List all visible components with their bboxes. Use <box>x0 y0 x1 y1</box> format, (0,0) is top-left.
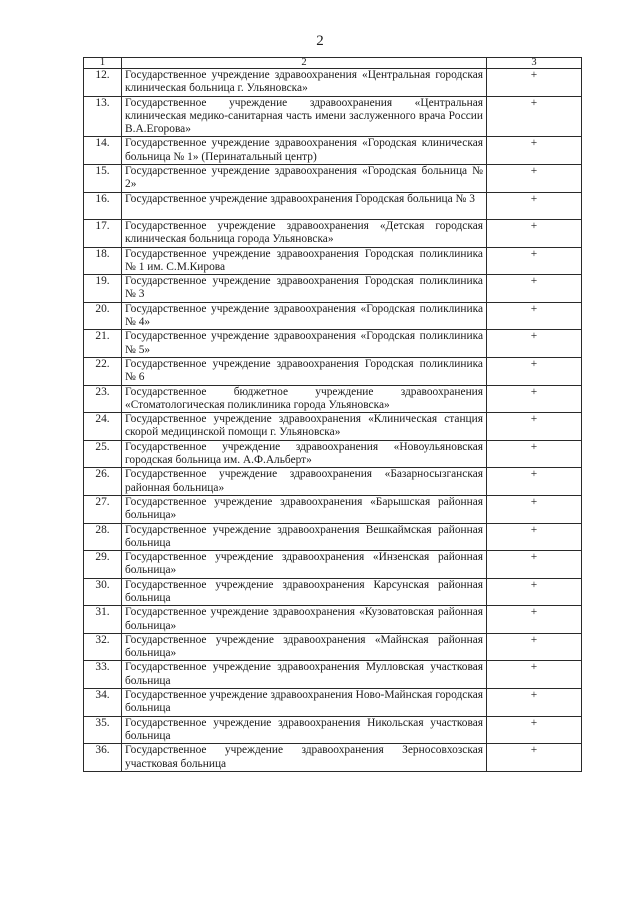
mark-cell: + <box>487 247 582 275</box>
institution-name-cell: Государственное учреждение здравоохранения Вешкаймская районная больница <box>122 523 487 551</box>
institution-name-cell: Государственное учреждение здравоохранения «Центральная клиническая медико-санитарная часть имени заслуженного врача России В.А.Егорова» <box>122 96 487 137</box>
row-number-cell: 14. <box>84 137 122 165</box>
table-row <box>84 96 582 137</box>
institution-name-cell: Государственное учреждение здравоохранения «Новоульяновская городская больница им. А.Ф.Альберт» <box>122 440 487 468</box>
mark-cell: + <box>487 551 582 579</box>
mark-cell: + <box>487 302 582 330</box>
mark-cell: + <box>487 69 582 97</box>
table-row <box>84 69 582 97</box>
table-row <box>84 661 582 689</box>
institution-name-cell: Государственное учреждение здравоохранения Ново-Майнская городская больница <box>122 689 487 717</box>
table-row <box>84 744 582 772</box>
header-cell-name: 2 <box>122 58 487 69</box>
row-number-cell: 23. <box>84 385 122 413</box>
row-number-cell: 31. <box>84 606 122 634</box>
table-row <box>84 606 582 634</box>
institution-name-cell: Государственное учреждение здравоохранения «Кузоватовская районная больница» <box>122 606 487 634</box>
mark-cell: + <box>487 716 582 744</box>
mark-cell: + <box>487 744 582 772</box>
institution-name-cell: Государственное учреждение здравоохранения «Городская клиническая больница № 1» (Перинатальный центр) <box>122 137 487 165</box>
row-number-cell: 26. <box>84 468 122 496</box>
row-number-cell: 25. <box>84 440 122 468</box>
mark-cell: + <box>487 219 582 247</box>
institution-name-cell: Государственное бюджетное учреждение здравоохранения «Стоматологическая поликлиника города Ульяновска» <box>122 385 487 413</box>
institution-name-cell: Государственное учреждение здравоохранения Карсунская районная больница <box>122 578 487 606</box>
institution-name-cell: Государственное учреждение здравоохранения «Городская поликлиника № 4» <box>122 302 487 330</box>
institution-name-cell: Государственное учреждение здравоохранения «Детская городская клиническая больница города Ульяновска» <box>122 219 487 247</box>
table-row <box>84 247 582 275</box>
row-number-cell: 17. <box>84 219 122 247</box>
institution-name-cell: Государственное учреждение здравоохранения «Городская больница № 2» <box>122 165 487 193</box>
table-row <box>84 633 582 661</box>
table-header-row <box>84 58 582 69</box>
mark-cell: + <box>487 606 582 634</box>
mark-cell: + <box>487 633 582 661</box>
mark-cell: + <box>487 330 582 358</box>
institution-name-cell: Государственное учреждение здравоохранения Городская поликлиника № 6 <box>122 357 487 385</box>
table-row <box>84 440 582 468</box>
institution-name-cell: Государственное учреждение здравоохранения Городская поликлиника № 3 <box>122 275 487 303</box>
table-body <box>84 58 582 772</box>
row-number-cell: 16. <box>84 192 122 219</box>
row-number-cell: 35. <box>84 716 122 744</box>
row-number-cell: 27. <box>84 495 122 523</box>
institution-name-cell: Государственное учреждение здравоохранения «Базарносызганская районная больница» <box>122 468 487 496</box>
header-cell-number: 1 <box>84 58 122 69</box>
table-row <box>84 275 582 303</box>
row-number-cell: 29. <box>84 551 122 579</box>
table-row <box>84 413 582 441</box>
institution-name-cell: Государственное учреждение здравоохранения «Городская поликлиника № 5» <box>122 330 487 358</box>
institution-name-cell: Государственное учреждение здравоохранения «Барышская районная больница» <box>122 495 487 523</box>
table-row <box>84 523 582 551</box>
row-number-cell: 13. <box>84 96 122 137</box>
institution-name-cell: Государственное учреждение здравоохранения «Майнская районная больница» <box>122 633 487 661</box>
mark-cell: + <box>487 578 582 606</box>
row-number-cell: 32. <box>84 633 122 661</box>
table-row <box>84 716 582 744</box>
mark-cell: + <box>487 275 582 303</box>
page-number: 2 <box>316 33 324 49</box>
row-number-cell: 19. <box>84 275 122 303</box>
row-number-cell: 20. <box>84 302 122 330</box>
table-row <box>84 385 582 413</box>
mark-cell: + <box>487 385 582 413</box>
mark-cell: + <box>487 137 582 165</box>
mark-cell: + <box>487 661 582 689</box>
header-cell-mark: 3 <box>487 58 582 69</box>
row-number-cell: 28. <box>84 523 122 551</box>
table-row <box>84 137 582 165</box>
table-row <box>84 578 582 606</box>
table-row <box>84 302 582 330</box>
institution-name-cell: Государственное учреждение здравоохранения «Клиническая станция скорой медицинской помощи г. Ульяновска» <box>122 413 487 441</box>
table-row <box>84 495 582 523</box>
mark-cell: + <box>487 165 582 193</box>
table-row <box>84 551 582 579</box>
table-row <box>84 330 582 358</box>
mark-cell: + <box>487 523 582 551</box>
institution-name-cell: Государственное учреждение здравоохранения Зерносовхозская участковая больница <box>122 744 487 772</box>
table-row <box>84 192 582 219</box>
table-row <box>84 357 582 385</box>
institution-name-cell: Государственное учреждение здравоохранения Никольская участковая больница <box>122 716 487 744</box>
row-number-cell: 12. <box>84 69 122 97</box>
institutions-table <box>83 57 582 772</box>
institution-name-cell: Государственное учреждение здравоохранения «Центральная городская клиническая больница г. Ульяновска» <box>122 69 487 97</box>
row-number-cell: 34. <box>84 689 122 717</box>
row-number-cell: 33. <box>84 661 122 689</box>
mark-cell: + <box>487 440 582 468</box>
mark-cell: + <box>487 96 582 137</box>
row-number-cell: 22. <box>84 357 122 385</box>
mark-cell: + <box>487 689 582 717</box>
mark-cell: + <box>487 192 582 219</box>
row-number-cell: 36. <box>84 744 122 772</box>
table-row <box>84 165 582 193</box>
mark-cell: + <box>487 468 582 496</box>
mark-cell: + <box>487 413 582 441</box>
institution-name-cell: Государственное учреждение здравоохранения «Инзенская районная больница» <box>122 551 487 579</box>
row-number-cell: 30. <box>84 578 122 606</box>
table-row <box>84 468 582 496</box>
table-row <box>84 219 582 247</box>
mark-cell: + <box>487 495 582 523</box>
row-number-cell: 24. <box>84 413 122 441</box>
mark-cell: + <box>487 357 582 385</box>
institution-name-cell: Государственное учреждение здравоохранения Городская поликлиника № 1 им. С.М.Кирова <box>122 247 487 275</box>
row-number-cell: 18. <box>84 247 122 275</box>
table-row <box>84 689 582 717</box>
row-number-cell: 21. <box>84 330 122 358</box>
institution-name-cell: Государственное учреждение здравоохранения Городская больница № 3 <box>122 192 487 219</box>
institution-name-cell: Государственное учреждение здравоохранения Мулловская участковая больница <box>122 661 487 689</box>
row-number-cell: 15. <box>84 165 122 193</box>
